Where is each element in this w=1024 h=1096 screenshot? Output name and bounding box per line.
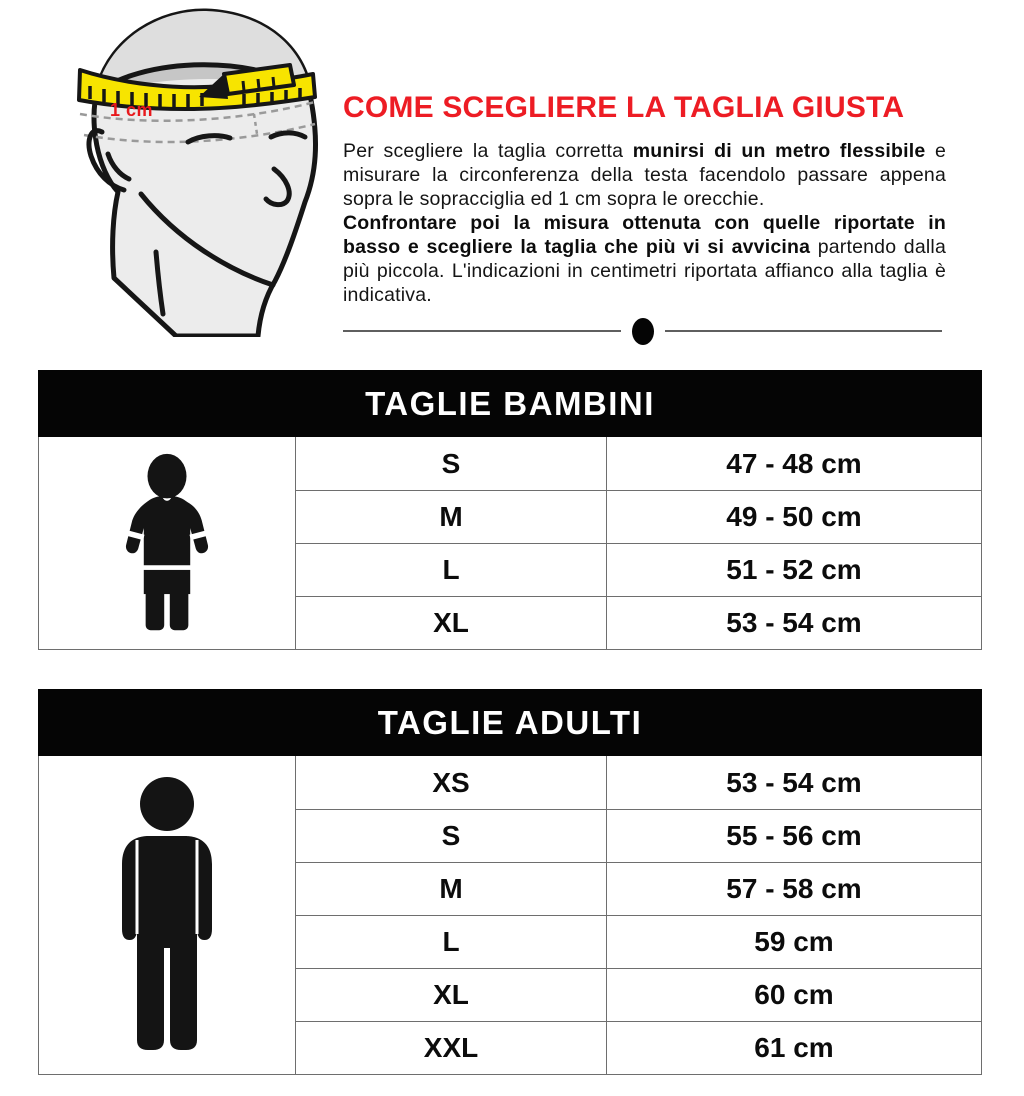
table-body-bambini xyxy=(38,437,982,650)
size-cell: XXL xyxy=(296,1021,607,1074)
size-cell: L xyxy=(296,915,607,968)
paragraph-sentence-2 xyxy=(343,211,946,307)
one-cm-label: 1 cm xyxy=(110,100,154,120)
measure-cell: 49 - 50 cm xyxy=(607,490,981,543)
table-body-adulti xyxy=(38,756,982,1075)
size-cell: M xyxy=(296,490,607,543)
measure-cell: 55 - 56 cm xyxy=(607,809,981,862)
measure-cell: 57 - 58 cm xyxy=(607,862,981,915)
adult-icon xyxy=(39,756,296,1074)
measuring-tape-head-icon xyxy=(28,2,333,337)
table-header-adulti: TAGLIE ADULTI xyxy=(38,689,982,756)
paragraph-sentence-1 xyxy=(343,139,946,211)
measure-cell: 47 - 48 cm xyxy=(726,447,862,479)
measure-cell: 61 cm xyxy=(607,1021,981,1074)
measure-cell: 60 cm xyxy=(607,968,981,1021)
text-run: Per scegliere la taglia corretta xyxy=(343,140,633,162)
measure-cell: 51 - 52 cm xyxy=(607,543,981,596)
size-cell: XL xyxy=(296,596,607,649)
size-cell: S xyxy=(296,437,607,490)
text-run-bold: Confrontare poi la misura ottenuta con quelle riportate in basso e scegliere la taglia che più vi si avvicina xyxy=(343,212,946,258)
section-divider xyxy=(343,316,942,346)
divider-line xyxy=(665,330,943,332)
table-header-bambini: TAGLIE BAMBINI xyxy=(38,370,982,437)
text-run: e misurare la circonferenza della testa facendolo passare appena sopra le sopracciglia ed 1 cm sopra le orecchie. xyxy=(343,140,946,210)
measure-cell: 53 - 54 cm xyxy=(726,766,862,798)
page-title: COME SCEGLIERE LA TAGLIA GIUSTA xyxy=(343,91,905,124)
child-icon xyxy=(39,437,296,649)
divider-line xyxy=(343,330,621,332)
size-cell: S xyxy=(296,809,607,862)
size-cell: XL xyxy=(296,968,607,1021)
text-run-bold: munirsi di un metro flessibile xyxy=(632,140,926,162)
size-cell: XS xyxy=(296,756,607,809)
size-cell: L xyxy=(296,543,607,596)
intro-paragraph xyxy=(343,139,946,307)
text-run: partendo dalla più piccola. L'indicazioni in centimetri riportata affianco alla taglia è indicativa. xyxy=(343,236,946,306)
size-cell: M xyxy=(296,862,607,915)
head-measure-illustration xyxy=(28,2,333,337)
measure-cell: 59 cm xyxy=(607,915,981,968)
measure-cell: 53 - 54 cm xyxy=(607,596,981,649)
table-taglie-bambini xyxy=(38,370,982,650)
divider-dot-icon xyxy=(632,318,654,345)
table-taglie-adulti xyxy=(38,689,982,1075)
